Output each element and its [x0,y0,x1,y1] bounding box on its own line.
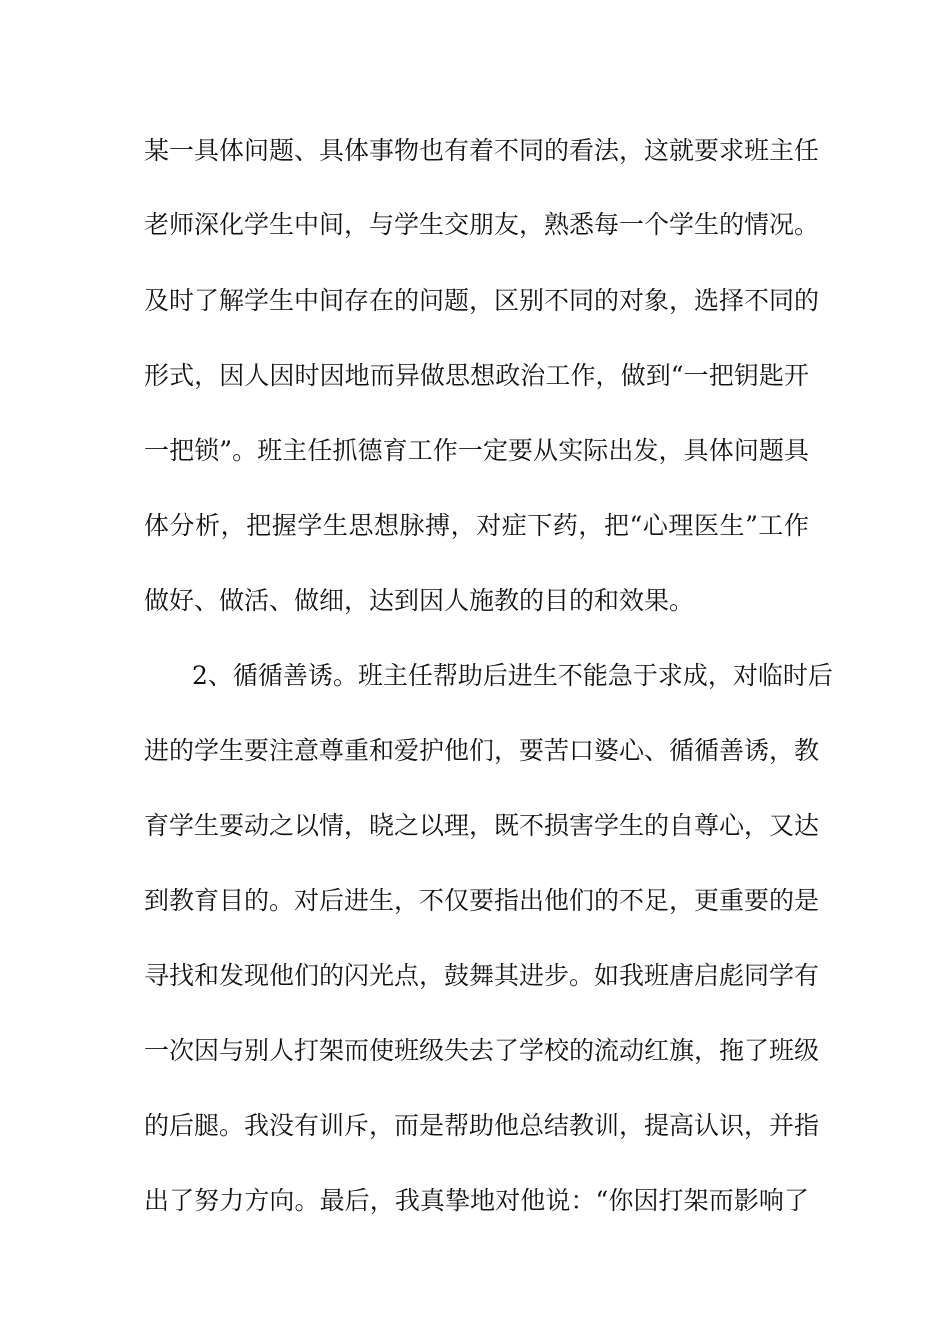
text-line: 一次因与别人打架而使班级失去了学校的流动红旗，拖了班级 [144,1036,820,1065]
text-line: 育学生要动之以情，晓之以理，既不损害学生的自尊心，又达 [144,811,820,840]
text-line: 体分析，把握学生思想脉搏，对症下药，把“心理医生”工作 [144,511,809,540]
text-line: 到教育目的。对后进生，不仅要指出他们的不足，更重要的是 [144,886,820,915]
text-line: 形式，因人因时因地而异做思想政治工作，做到“一把钥匙开 [144,361,809,390]
text-line: 出了努力方向。最后，我真挚地对他说：“你因打架而影响了 [144,1186,809,1215]
text-line: 进的学生要注意尊重和爱护他们，要苦口婆心、循循善诱，教 [144,736,820,765]
text-line: 及时了解学生中间存在的问题，区别不同的对象，选择不同的 [144,286,820,315]
text-line: 老师深化学生中间，与学生交朋友，熟悉每一个学生的情况。 [144,210,820,239]
text-line: 一把锁”。班主任抓德育工作一定要从实际出发，具体问题具 [144,436,809,465]
text-line: 的后腿。我没有训斥，而是帮助他总结教训，提高认识，并指 [144,1111,820,1140]
text-line: 寻找和发现他们的闪光点，鼓舞其进步。如我班唐启彪同学有 [144,961,820,990]
text-line: 某一具体问题、具体事物也有着不同的看法，这就要求班主任 [144,136,820,165]
paragraph-start-line: 2、循循善诱。班主任帮助后进生不能急于求成，对临时后 [192,661,833,690]
text-line: 做好、做活、做细，达到因人施教的目的和效果。 [144,586,695,615]
